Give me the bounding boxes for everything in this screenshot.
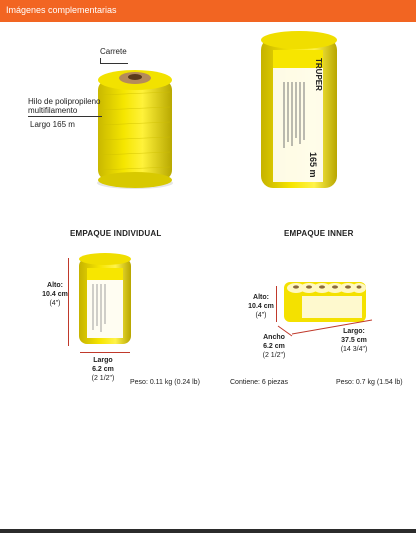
ind-alto-cm: 10.4 cm [42,291,68,298]
hilo-label-2: multifilamento [28,106,78,115]
inner-largo-cm: 37.5 cm [341,337,367,344]
inner-alto-label: Alto: [253,294,269,301]
ind-largo-label: Largo [93,357,113,364]
inner-height-line [276,286,277,322]
largo-label: Largo 165 m [30,120,75,129]
inner-title: EMPAQUE INNER [284,229,354,238]
ind-largo-cm: 6.2 cm [92,366,114,373]
individual-package-image [75,250,135,348]
inner-largo-in: (14 3/4") [340,346,368,353]
footer-bar [0,529,416,533]
hilo-label-1: Hilo de polipropileno [28,97,101,106]
individual-width-line [80,352,130,353]
section-banner [0,0,416,22]
banner-title: Imágenes complementarias [6,5,117,15]
inner-ancho-in: (2 1/2") [262,352,286,359]
ind-alto-in: (4") [49,300,61,307]
carrete-label: Carrete [100,47,127,56]
inner-largo-label: Largo: [343,328,365,335]
inner-peso: Peso: 0.7 kg (1.54 lb) [336,379,403,386]
carrete-leader [100,63,128,64]
inner-package-image [282,276,368,324]
package-text-lines [282,80,310,150]
ind-peso: Peso: 0.11 kg (0.24 lb) [130,379,200,386]
inner-alto-in: (4") [255,312,267,319]
ind-largo-in: (2 1/2") [91,375,115,382]
inner-alto-cm: 10.4 cm [248,303,274,310]
inner-ancho-cm: 6.2 cm [263,343,285,350]
inner-ancho-label: Ancho [263,334,285,341]
individual-title: EMPAQUE INDIVIDUAL [70,229,162,238]
package-length: 165 m [308,152,318,178]
ind-alto-label: Alto: [47,282,63,289]
package-brand: TRUPER [314,58,323,91]
inner-contiene: Contiene: 6 piezas [230,379,288,386]
hilo-leader [28,116,102,117]
